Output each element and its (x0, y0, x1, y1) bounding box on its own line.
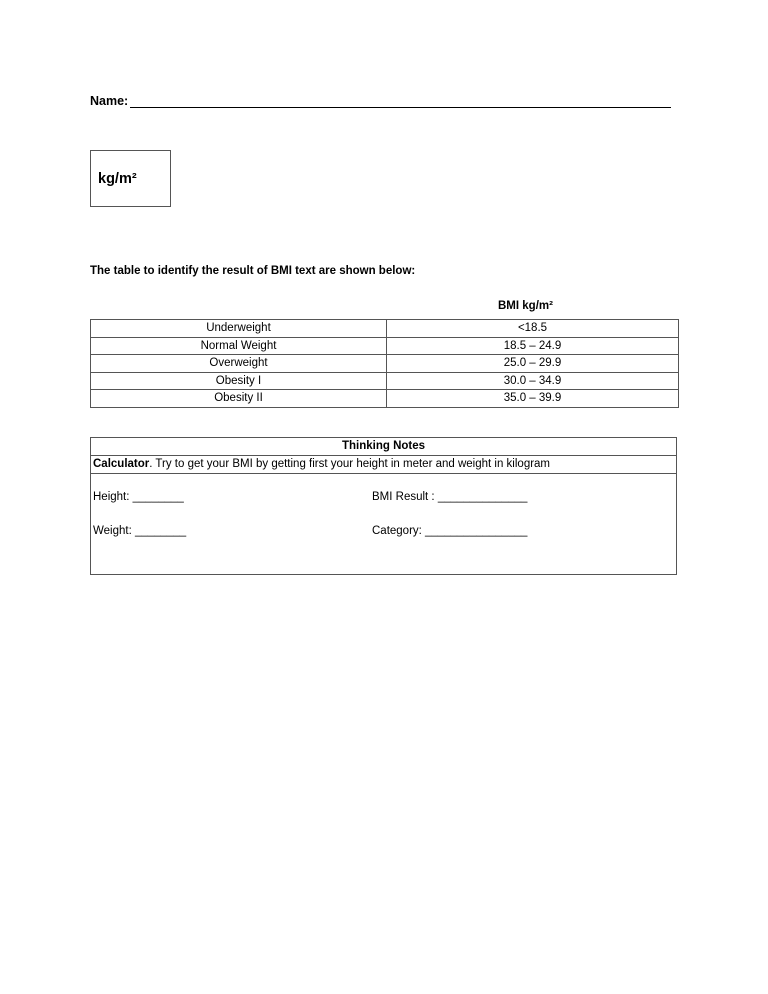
bmi-category-cell: Obesity I (91, 372, 387, 390)
table-row (91, 390, 679, 408)
name-blank-line[interactable] (130, 107, 671, 108)
table-row (91, 337, 679, 355)
table-row (91, 372, 679, 390)
weight-field[interactable]: Weight: ________ (93, 525, 187, 537)
calculator-text: . Try to get your BMI by getting first your height in meter and weight in kilogram (149, 458, 551, 470)
height-field[interactable]: Height: ________ (93, 491, 184, 503)
bmi-range-cell: <18.5 (387, 320, 679, 338)
notes-title: Thinking Notes (341, 440, 426, 452)
unit-text: kg/m² (98, 171, 137, 187)
table-heading: The table to identify the result of BMI text are shown below: (90, 265, 416, 277)
bmi-category-cell: Overweight (91, 355, 387, 373)
calculator-instructions (91, 455, 676, 474)
bmi-table (90, 319, 679, 408)
bmi-result-field[interactable]: BMI Result : ______________ (372, 491, 528, 503)
thinking-notes-box (90, 437, 677, 575)
bmi-category-cell: Obesity II (91, 390, 387, 408)
bmi-range-cell: 18.5 – 24.9 (387, 337, 679, 355)
notes-row-1 (91, 482, 676, 516)
bmi-range-cell: 35.0 – 39.9 (387, 390, 679, 408)
bmi-range-cell: 25.0 – 29.9 (387, 355, 679, 373)
name-label: Name: (90, 94, 129, 108)
bmi-column-header: BMI kg/m² (498, 300, 553, 312)
notes-row-2 (91, 516, 676, 550)
unit-box (90, 150, 171, 207)
table-row (91, 355, 679, 373)
bmi-category-cell: Underweight (91, 320, 387, 338)
bmi-range-cell: 30.0 – 34.9 (387, 372, 679, 390)
table-row (91, 320, 679, 338)
bmi-category-cell: Normal Weight (91, 337, 387, 355)
category-field[interactable]: Category: ________________ (372, 525, 528, 537)
calculator-label: Calculator (93, 458, 150, 470)
